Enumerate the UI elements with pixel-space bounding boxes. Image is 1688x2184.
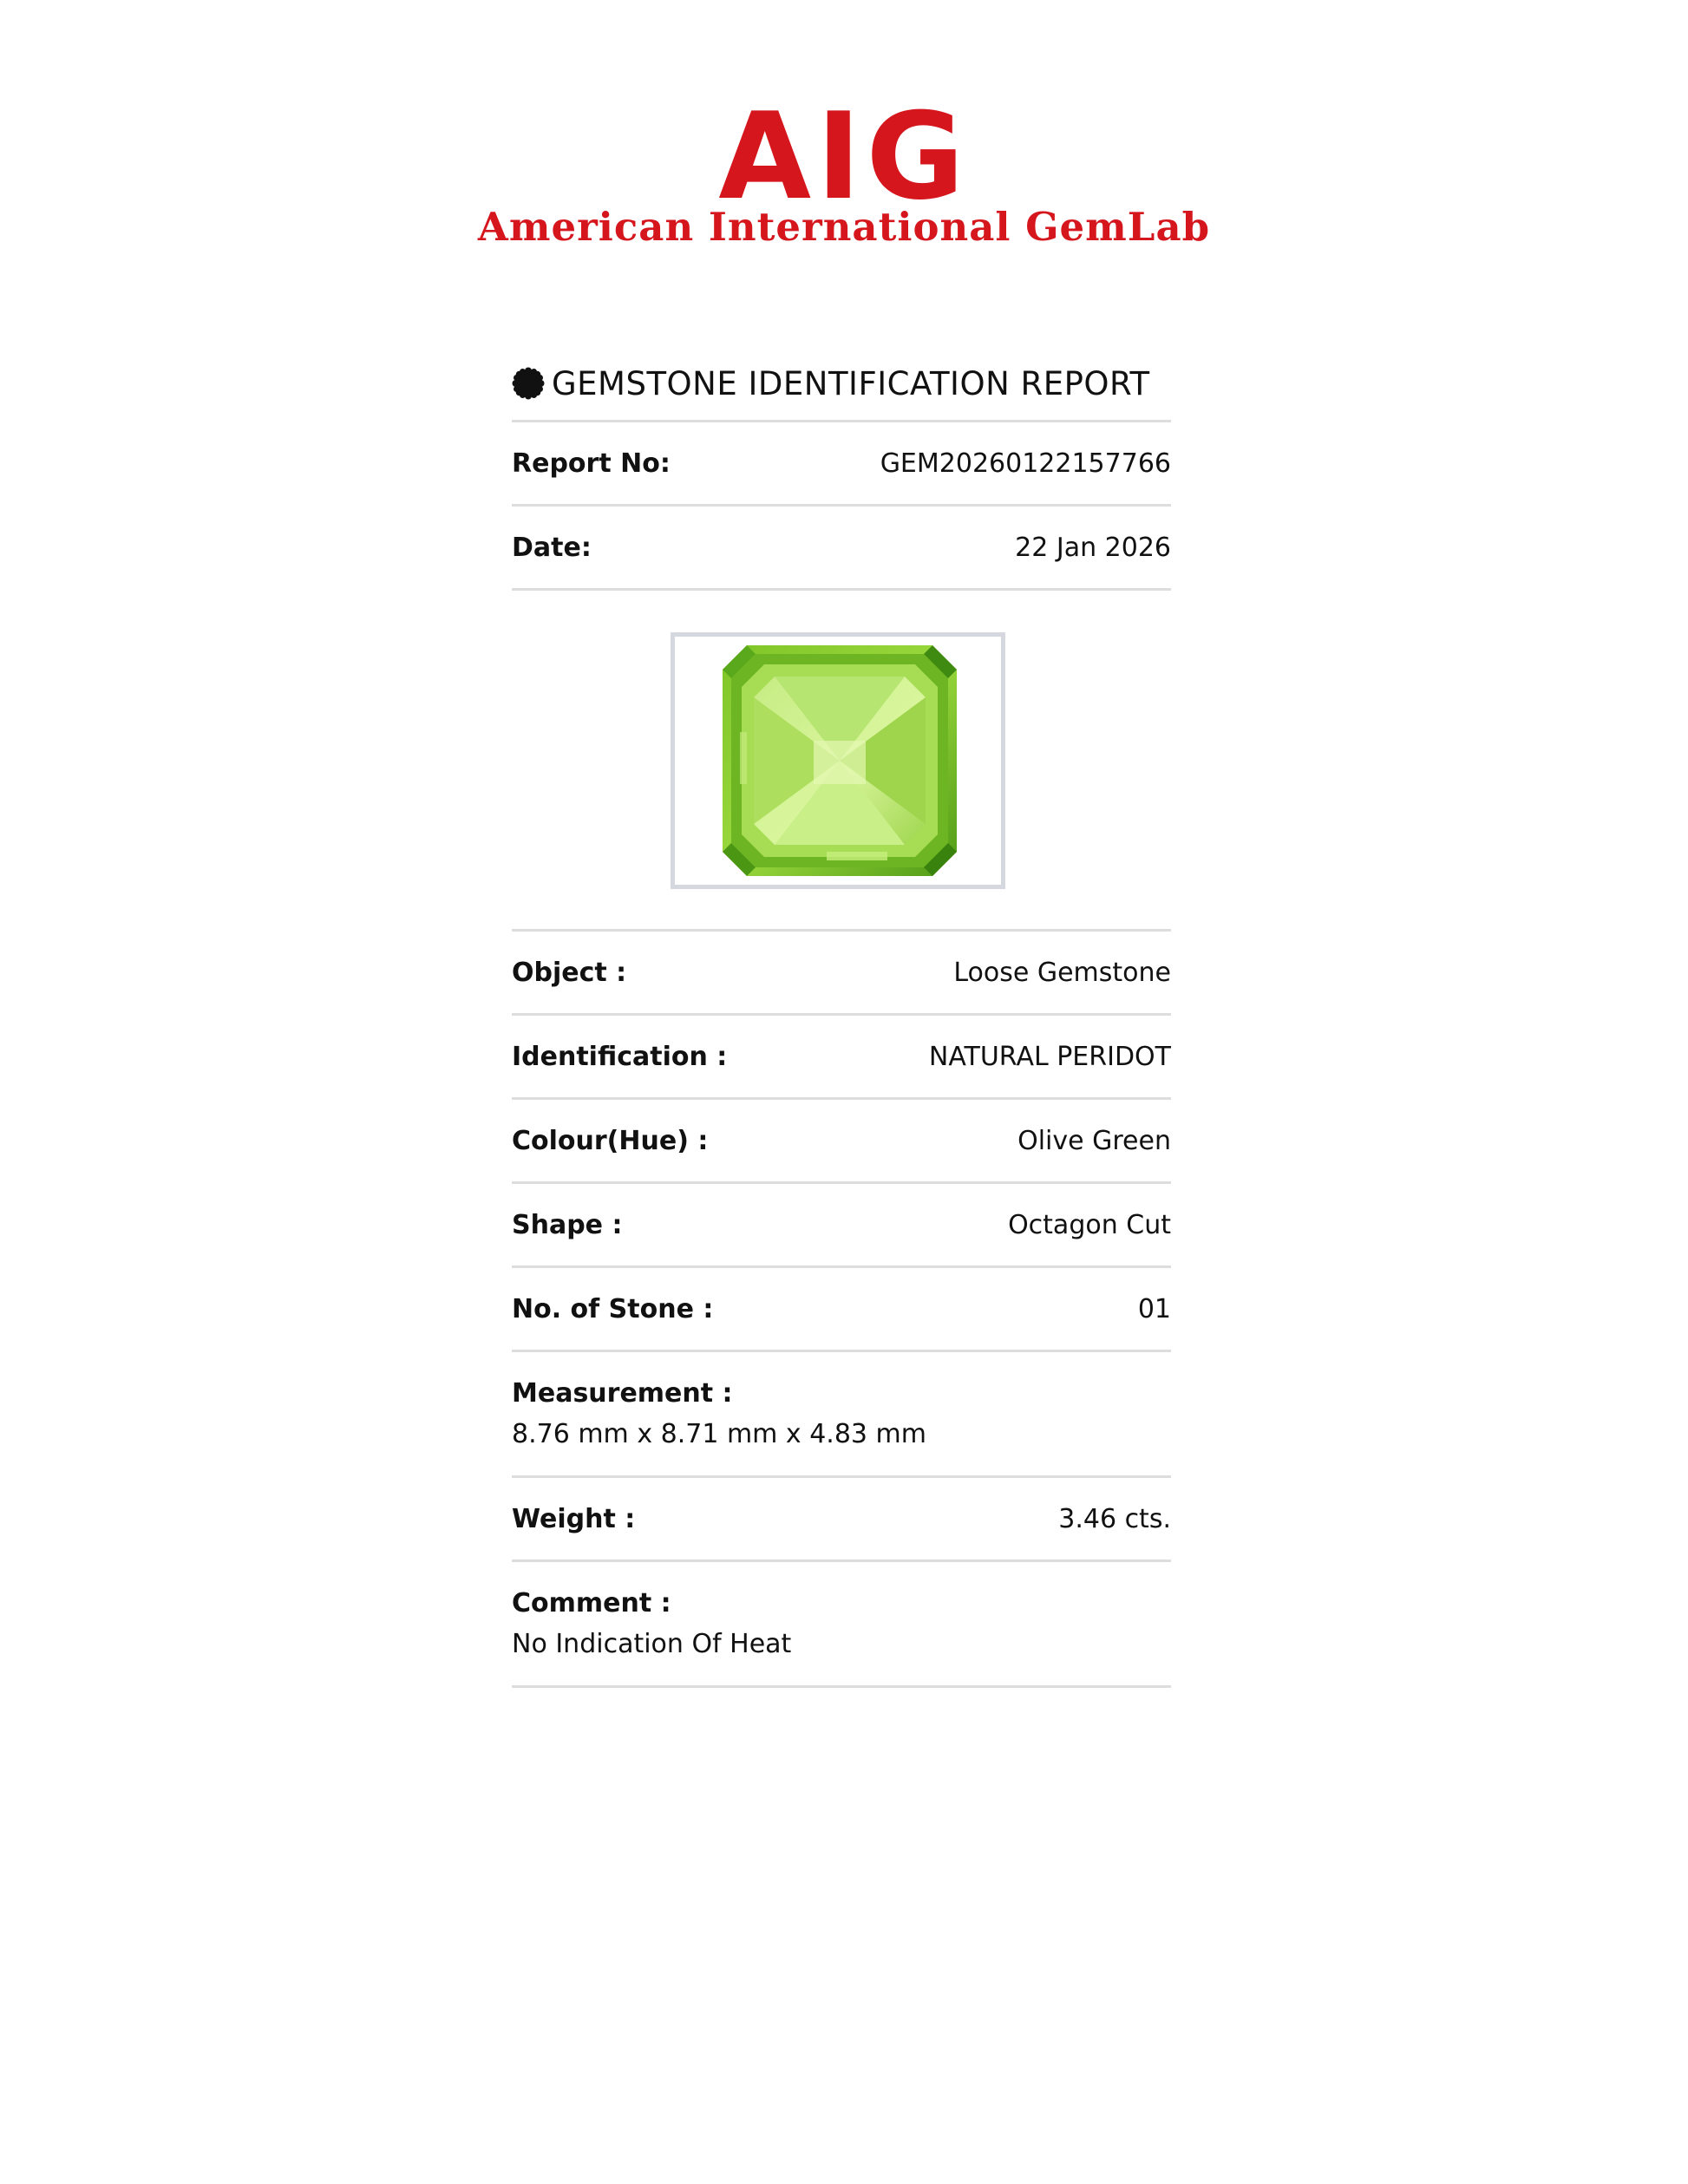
colour-row [512,1100,1171,1184]
object-value: Loose Gemstone [953,957,1171,988]
colour-label: Colour(Hue) : [512,1125,709,1156]
stone-count-label: No. of Stone : [512,1293,714,1324]
report-card [512,347,1171,1688]
identification-value: NATURAL PERIDOT [928,1041,1171,1072]
identification-label: Identification : [512,1041,728,1072]
measurement-value: 8.76 mm x 8.71 mm x 4.83 mm [512,1419,926,1449]
shape-value: Octagon Cut [1008,1209,1171,1240]
gem-photo-section [512,591,1171,932]
gemstone-image [723,645,957,876]
comment-row [512,1562,1171,1688]
measurement-row [512,1352,1171,1478]
logo-mark: AIG [718,87,970,226]
report-header [512,347,1171,422]
logo-lab-name: American International GemLab [477,204,1211,250]
gemstone-photo [671,632,1005,889]
weight-label: Weight : [512,1503,636,1534]
report-title: GEMSTONE IDENTIFICATION REPORT [552,364,1150,402]
identification-row [512,1016,1171,1100]
report-number-label: Report No: [512,448,671,479]
date-label: Date: [512,532,592,563]
object-row [512,932,1171,1016]
stone-count-value: 01 [1137,1293,1171,1324]
object-label: Object : [512,957,627,988]
report-number-value: GEM20260122157766 [880,448,1171,479]
date-row [512,507,1171,591]
measurement-label: Measurement : [512,1378,733,1409]
seal-badge-icon [512,367,545,400]
report-number-row [512,422,1171,507]
stone-count-row [512,1268,1171,1352]
weight-row [512,1478,1171,1562]
date-value: 22 Jan 2026 [1015,532,1171,563]
colour-value: Olive Green [1017,1125,1171,1156]
shape-label: Shape : [512,1209,623,1240]
shape-row [512,1184,1171,1268]
comment-value: No Indication Of Heat [512,1629,792,1659]
weight-value: 3.46 cts. [1058,1503,1171,1534]
comment-label: Comment : [512,1588,671,1618]
